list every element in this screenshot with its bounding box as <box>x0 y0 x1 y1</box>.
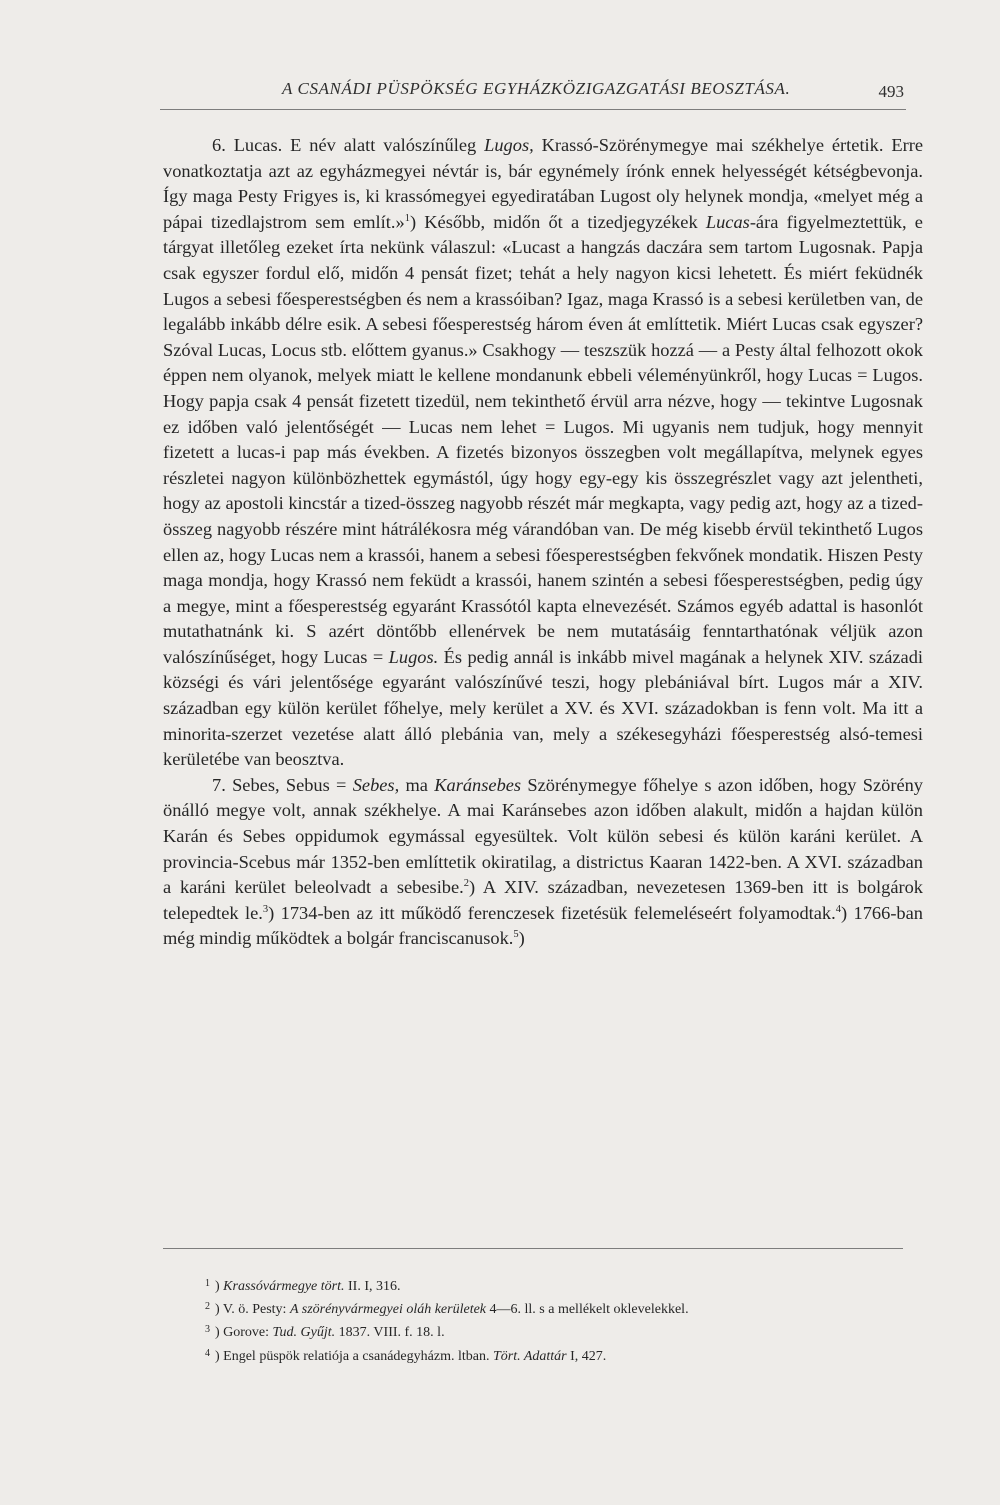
footnote <box>205 1344 905 1367</box>
footnote-text: ) V. ö. Pesty: <box>215 1302 290 1318</box>
footnote-title: Krassóvármegye tört. <box>223 1279 345 1294</box>
footnote-ref: 2 <box>463 878 470 890</box>
italic-term: Lugos, <box>484 135 534 155</box>
italic-term: Lucas <box>705 211 750 232</box>
footnote-text: ) <box>215 1279 224 1294</box>
footnote-text: ) Gorove: <box>215 1325 273 1341</box>
footnote-title: A szörényvármegyei oláh kerületek <box>289 1302 487 1318</box>
text-run: És pedig annál is inkább mivel magának a helynek XIV. századi községi és vári jelentősége egyaránt valószínűvé teszi, hogy plebániával bírt. Lugos már a XIV. században egy külön kerület főhelye, mely kerület a XV. és XVI. századokban is fenn volt. Ma itt a minorita-szerzet vezetése alatt álló plebánia van, mely a székesegyházi főesperestség alsó-temesi kerületébe van beosztva. <box>163 646 923 770</box>
text-run: ) Később, midőn őt a tizedjegyzékek <box>409 211 706 232</box>
text-run: 7. Sebes, Sebus = <box>212 774 353 795</box>
footnote-text: 4—6. ll. s a mellékelt oklevelekkel. <box>486 1302 689 1318</box>
footnote-title: Tud. Gyűjt. <box>272 1325 336 1341</box>
text-run: ma <box>399 774 435 795</box>
text-run: Krassó-Szörénymegye mai székhelye értetik. Erre vonatkoztatja azt az egyházmegyei névtár is, bár egynémely írónk ennek helyességét kétségbevonja. Így maga Pesty Frigyes is, ki krassómegyei egyediratában Lugost oly helynek mondja, «melyet még a pápai tizedlajstrom sem említ.» <box>163 135 923 232</box>
text-run: ) A XIV. században, nevezetesen 1369-ben itt is bolgárok telepedtek le. <box>163 877 923 923</box>
paragraph-lucas <box>163 133 923 773</box>
footnote-ref: 4 <box>835 903 841 915</box>
page-number: 493 <box>878 82 904 101</box>
running-head: A CSANÁDI PÜSPÖKSÉG EGYHÁZKÖZIGAZGATÁSI BEOSZTÁSA. <box>282 79 791 98</box>
footnote-text: ) Engel püspök relatiója a csanádegyházm. ltban. <box>215 1348 493 1364</box>
text-run: Szörénymegye főhelye s azon időben, hogy Szörény önálló megye volt, annak székhelye. A mai Karánsebes azon időben alakult, midőn a hajdan külön Karán és Sebes oppidumok egymással egyesültek. Volt külön sebesi és külön karáni kerület. A provincia-Scebus már 1352-ben említtetik okiratilag, a districtus Kaaran 1422-ben. A XVI. században a karáni kerület beleolvadt a sebesibe. <box>163 774 924 898</box>
footnote-marker: 2 <box>205 1301 210 1313</box>
footnote-marker: 4 <box>205 1347 210 1359</box>
footnote-marker: 3 <box>205 1324 210 1336</box>
paragraph-sebes <box>163 773 923 952</box>
footnote-marker: 1 <box>205 1278 210 1289</box>
page-header <box>160 77 906 117</box>
footnote-text: 1837. VIII. f. 18. l. <box>335 1325 445 1341</box>
text-run: ) <box>518 928 525 949</box>
footnote-text: I, 427. <box>566 1348 607 1364</box>
text-run: -ára figyelmeztettük, e tárgyat illetőleg ezeket írta nekünk válaszul: «Lucast a hangzás daczára sem tartom Lugosnak. Papja csak egyszer fordul elő, midőn 4 pensát fizet; tehát a hely nagyon kicsi lehetett. És miért feküdnék Lugos a sebesi főesperestségben és nem a krassóiban? Igaz, maga Krassó is a sebesi kerületben van, de legalább inkább délre esik. A sebesi főesperestség három éven át említtetik. Miért Lucas csak egyszer? Szóval Lucas, Locus stb. előttem gyanus.» Csakhogy — teszszük hozzá — a Pesty által felhozott okok éppen nem olyanok, melyek miatt le kellene mondanunk ebbeli véleményünkről, hogy Lucas = Lugos. Hogy papja csak 4 pensát fizetett tizedül, nem tekinthető érvül arra nézve, hogy — tekintve Lugosnak ez időben való jelentőségét — Lucas nem lehet = Lugos. Mi ugyanis nem tudjuk, hogy mennyit fizetett a lucas-i pap más években. A fizetés bizonyos összegben volt megállapítva, melynek egyes részletei nagyon különbözhettek egymástól, úgy hogy egy-egy kis összegrészlet vagy azt jelentheti, hogy az apostoli kincstár a tized-összeg nagyobb részét már megkapta, vagy pedig azt, hogy az a tized-összeg nagyobb részére mint hátrálékosra még várandóban van. De még kisebb érvül tekinthető Lugos ellen az, hogy Lucas nem a krassói, hanem a sebesi főesperestségben fekvőnek mondatik. Hiszen Pesty maga mondja, hogy Krassó nem feküdt a krassói, hanem szintén a sebesi főesperestségben, pedig úgy a megye, mint a főesperestség egyaránt Krassótól kapta elnevezését. Számos egyéb adattal is hasonlót mutathatnánk ki. S azért döntőbb ellenérvek be nem mutatásáig fenntarthatónak véljük azon valószínűséget, hogy Lucas = <box>163 211 923 667</box>
header-rule <box>160 109 906 110</box>
footnotes <box>205 1274 905 1367</box>
text-run: ) 1734-ben az itt működő ferenczesek fizetésük felemeléseért folyamodtak. <box>268 902 836 923</box>
footnote <box>205 1297 905 1320</box>
footnote-ref: 5 <box>513 929 519 941</box>
footnote-rule <box>163 1248 903 1249</box>
italic-term: Lugos. <box>388 646 439 667</box>
footnote <box>205 1320 905 1343</box>
italic-term: Sebes, <box>352 774 400 795</box>
text-run: ) 1766-ban még mindig működtek a bolgár franciscanusok. <box>163 902 923 949</box>
body-text <box>163 133 923 952</box>
footnote-text: II. I, 316. <box>344 1279 401 1294</box>
footnote-ref: 1 <box>404 212 410 224</box>
footnote-title: Tört. Adattár <box>492 1348 567 1364</box>
italic-term: Karánsebes <box>434 774 522 795</box>
footnote-ref: 3 <box>262 903 269 915</box>
text-run: 6. Lucas. E név alatt valószínűleg <box>212 135 485 155</box>
footnote <box>205 1274 905 1297</box>
